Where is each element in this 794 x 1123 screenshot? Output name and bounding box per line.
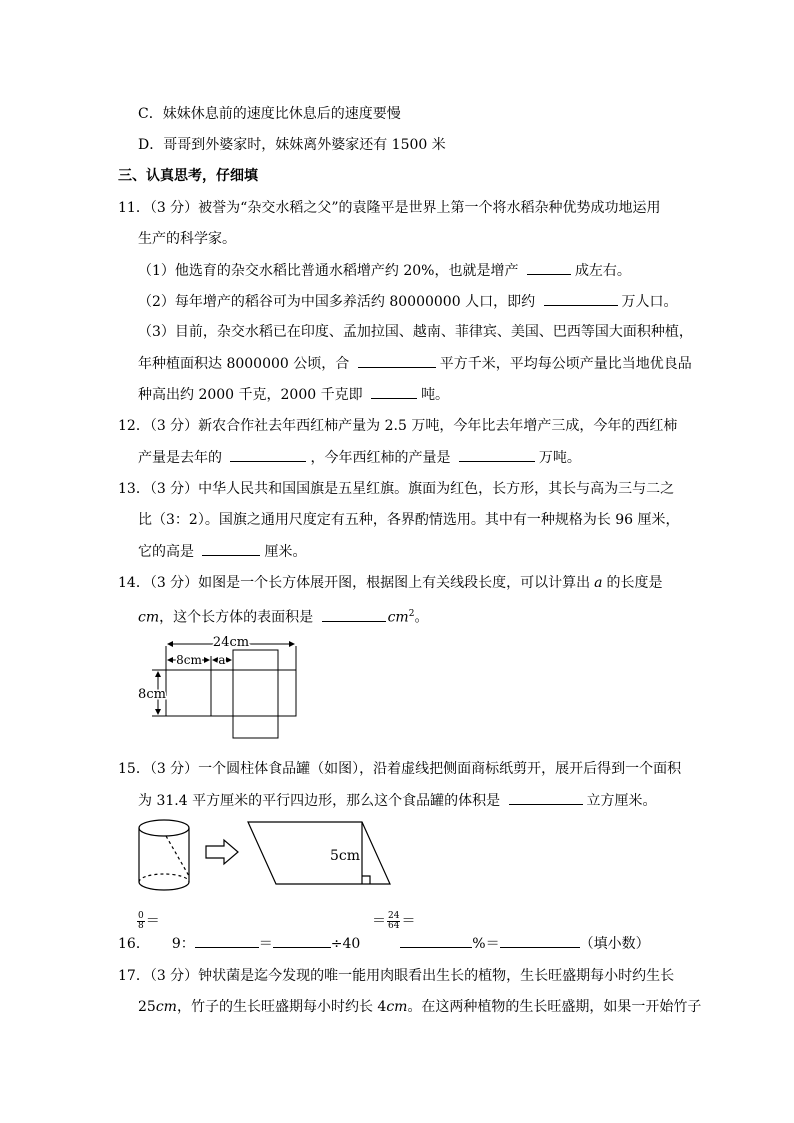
q13-text: 它的高是 [138, 544, 194, 560]
q11-p2-text: （2）每年增产的稻谷可为中国多养活约 80000000 人口，即约 [138, 294, 536, 310]
q16-frac1 [136, 912, 160, 931]
q13-line1: 13．（3 分）中华人民共和国国旗是五星红旗。旗面为红色，长方形，其长与高为三与二之 [118, 481, 675, 497]
q11-part3-line1: （3）目前，杂交水稻已在印度、孟加拉国、越南、菲律宾、美国、巴西等国大面积种植， [138, 324, 693, 340]
net-row-rect [166, 670, 296, 716]
q11-part2 [138, 291, 678, 312]
q11-part1 [138, 260, 631, 281]
q17-line1: 17．（3 分）钟状菌是迄今发现的唯一能用肉眼看出生长的植物，生长旺盛期每小时约生长 [118, 968, 675, 984]
fig-label-5cm: 5cm [330, 848, 361, 864]
q11-p2-end: 万人口。 [621, 294, 678, 310]
q16-ratio: 9： [171, 936, 195, 952]
numerator: 0 [138, 911, 144, 921]
q11-p3-text2: 种高出约 2000 千克，2000 千克即 [138, 387, 363, 403]
q11-line2: 生产的科学家。 [138, 231, 236, 247]
option-d: D．哥哥到外婆家时，妹妹离外婆家还有 1500 米 [138, 137, 446, 153]
answer-blank[interactable] [400, 933, 472, 948]
q16-eq: ＝ [258, 936, 273, 952]
q14-var: a [594, 575, 603, 591]
denominator: 64 [388, 921, 400, 931]
fig-label-a: a [218, 653, 226, 667]
q14-line2 [138, 604, 428, 628]
cylinder-unfold-figure [134, 814, 396, 896]
q17-unit2: cm [386, 999, 408, 1015]
q16-note: （填小数） [579, 936, 650, 952]
answer-blank[interactable] [202, 541, 260, 556]
parallelogram [248, 822, 390, 884]
q14-unit2: cm [387, 609, 409, 626]
q15-line2 [138, 790, 657, 811]
q14-text: 14．（3 分）如图是一个长方体展开图，根据图上有关线段长度，可以计算出 [118, 575, 591, 591]
arrow-icon [206, 840, 238, 864]
answer-blank[interactable] [273, 933, 331, 948]
q15-text: 为 31.4 平方厘米的平行四边形，那么这个食品罐的体积是 [138, 793, 501, 809]
q16-eq2-lead: ＝ [372, 913, 386, 930]
answer-blank[interactable] [230, 447, 306, 462]
option-c: C．妹妹休息前的速度比休息后的速度要慢 [138, 106, 401, 122]
answer-blank[interactable] [509, 790, 583, 805]
q14-sup: 2 [408, 609, 415, 619]
q17-text: ，竹子的生长旺盛期每小时约长 4 [176, 999, 387, 1015]
q15-end: 立方厘米。 [586, 793, 657, 809]
denominator: 8 [138, 921, 144, 931]
answer-blank[interactable] [371, 384, 417, 399]
q13-line2: 比（3：2）。国旗之通用尺度定有五种，各界酌情选用。其中有一种规格为长 96 厘米， [138, 512, 680, 528]
fig-label-8cm-side: 8cm [138, 687, 166, 702]
q17-unit: cm [155, 999, 177, 1015]
q12-mid: ，今年西红柿的产量是 [310, 450, 451, 466]
answer-blank[interactable] [195, 933, 259, 948]
q17-text2: 。在这两种植物的生长旺盛期，如果一开始竹子 [407, 999, 702, 1015]
answer-blank[interactable] [544, 291, 618, 306]
answer-blank[interactable] [459, 447, 535, 462]
q12-line2 [138, 447, 581, 468]
q11-p1-text: （1）他选育的杂交水稻比普通水稻增产约 20%，也就是增产 [138, 263, 519, 279]
q12-text: 产量是去年的 [138, 450, 222, 466]
q14-line1 [118, 573, 663, 593]
q16-eq3: ＝ [401, 913, 416, 930]
q11-p1-end: 成左右。 [574, 263, 631, 279]
q14-text3: ，这个长方体的表面积是 [159, 609, 314, 626]
q12-end: 万吨。 [538, 450, 581, 466]
q11-p3-text: 年种植面积达 8000000 公顷，合 [138, 356, 350, 372]
fraction [387, 912, 400, 931]
q11-p3-mid: 平方千米，平均每公顷产量比当地优良品 [439, 356, 692, 372]
cut-line [166, 836, 189, 876]
cylinder-top [139, 820, 189, 836]
q13-line3 [138, 541, 306, 562]
section-heading: 三、认真思考，仔细填 [118, 168, 258, 184]
q13-end: 厘米。 [264, 544, 307, 560]
q11-p3-end: 吨。 [421, 387, 450, 403]
numerator: 24 [388, 911, 400, 921]
fig-label-8cm-top: 8cm [176, 653, 202, 667]
q15-line1: 15．（3 分）一个圆柱体食品罐（如图），沿着虚线把侧面商标纸剪开，展开后得到一个面积 [118, 761, 682, 777]
answer-blank[interactable] [527, 260, 571, 275]
q11-line1: 11．（3 分）被誉为“杂交水稻之父”的袁隆平是世界上第一个将水稻杂种优势成功地运用 [118, 200, 661, 216]
q11-part3-line3 [138, 384, 449, 405]
q12-line1: 12．（3 分）新农合作社去年西红柿产量为 2.5 万吨，今年比去年增产三成，今年的西红柿 [118, 418, 678, 434]
q16-eq1: ＝ [145, 913, 160, 930]
q17-line2 [138, 997, 701, 1017]
q16-pct: %＝ [472, 936, 500, 952]
q14-end: 。 [414, 609, 429, 626]
q16-num: 16． [118, 936, 150, 952]
q16-line [118, 933, 650, 954]
cuboid-net-figure [138, 632, 308, 742]
answer-blank[interactable] [322, 607, 386, 622]
q16-div: ÷40 [330, 936, 361, 952]
q11-part3-line2 [138, 353, 692, 374]
q14-text2: 的长度是 [606, 575, 663, 591]
answer-blank[interactable] [358, 353, 436, 368]
q16-frac2 [372, 912, 415, 931]
answer-blank[interactable] [500, 933, 580, 948]
fig-label-24cm: 24cm [212, 635, 250, 650]
q14-unit: cm [138, 609, 160, 626]
fraction [137, 912, 145, 931]
q17-num: 25 [138, 999, 156, 1015]
